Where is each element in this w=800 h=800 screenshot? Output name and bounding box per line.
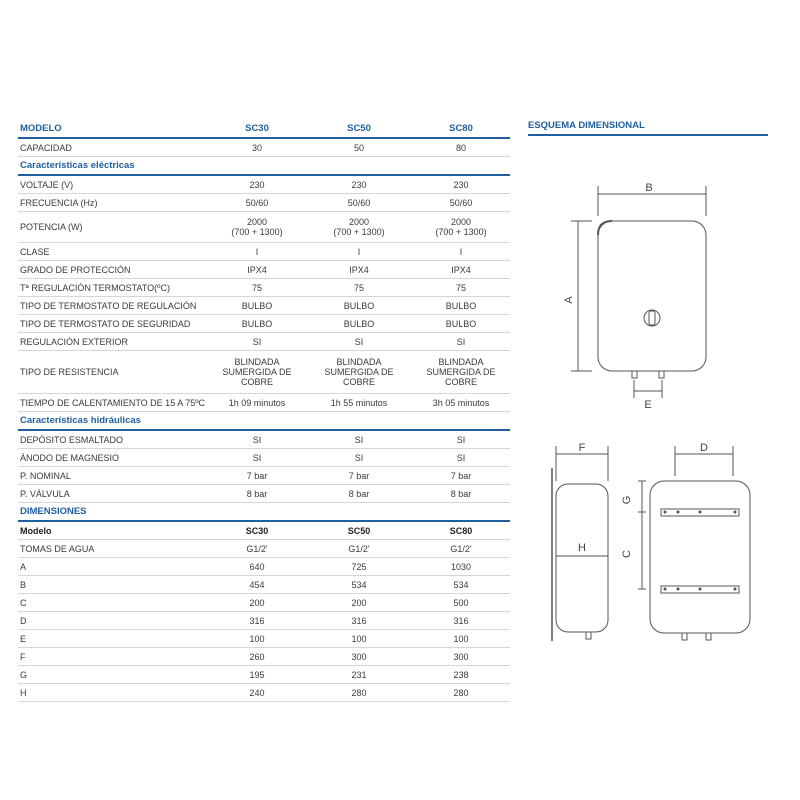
row-value: 50/60 bbox=[347, 197, 371, 208]
row-value: BLINDADA SUMERGIDA DE COBRE bbox=[324, 357, 394, 387]
row-value: 725 bbox=[351, 561, 367, 572]
dimension-row bbox=[18, 666, 510, 684]
row-value: 8 bar bbox=[348, 488, 370, 499]
row-value: SI bbox=[354, 434, 364, 445]
row-label: CLASE bbox=[20, 246, 50, 257]
heater-back-body bbox=[650, 481, 750, 633]
row-value: 100 bbox=[453, 633, 469, 644]
dim-label-b: B bbox=[645, 182, 653, 194]
dim-label-a: A bbox=[563, 296, 575, 304]
row-value: 100 bbox=[249, 633, 265, 644]
row-value: 280 bbox=[453, 687, 469, 698]
dimension-model: SC80 bbox=[449, 525, 473, 536]
model-header-label: MODELO bbox=[20, 123, 62, 134]
dim-label-d: D bbox=[700, 442, 708, 454]
model-sc80: SC80 bbox=[449, 122, 473, 134]
row-value: 316 bbox=[453, 615, 469, 626]
heater-side-body bbox=[556, 484, 608, 632]
section-dimensions-title: DIMENSIONES bbox=[20, 506, 87, 517]
row-value: SI bbox=[354, 452, 364, 463]
spec-table bbox=[18, 120, 510, 702]
section-electrical-title: Características eléctricas bbox=[20, 160, 135, 171]
row-value: 640 bbox=[249, 561, 265, 572]
row-label: E bbox=[20, 633, 27, 644]
row-value: 75 bbox=[455, 282, 466, 293]
dim-label-h: H bbox=[578, 542, 586, 554]
schema-title: ESQUEMA DIMENSIONAL bbox=[528, 120, 768, 136]
row-value: 75 bbox=[353, 282, 364, 293]
row-value: 7 bar bbox=[348, 470, 370, 481]
section-dimensions bbox=[18, 503, 510, 522]
row-value: G1/2' bbox=[348, 543, 370, 554]
row-value: 280 bbox=[351, 687, 367, 698]
row-label: ÁNODO DE MAGNESIO bbox=[20, 452, 120, 463]
row-value: 260 bbox=[249, 651, 265, 662]
hydraulic-row bbox=[18, 449, 510, 467]
dimension-row bbox=[18, 594, 510, 612]
dimension-row bbox=[18, 576, 510, 594]
row-value: 500 bbox=[453, 597, 469, 608]
row-label: TIEMPO DE CALENTAMIENTO DE 15 A 75ºC bbox=[20, 397, 206, 408]
dimension-row bbox=[18, 684, 510, 702]
row-value: 3h 05 minutos bbox=[432, 397, 490, 408]
electrical-row bbox=[18, 333, 510, 351]
electrical-row bbox=[18, 279, 510, 297]
electrical-row bbox=[18, 394, 510, 412]
dimension-model: SC50 bbox=[347, 525, 371, 536]
row-value: SI bbox=[456, 452, 466, 463]
electrical-row bbox=[18, 351, 510, 394]
section-electrical bbox=[18, 157, 510, 176]
row-value: BULBO bbox=[343, 300, 375, 311]
electrical-row bbox=[18, 297, 510, 315]
electrical-row bbox=[18, 243, 510, 261]
row-value: BULBO bbox=[241, 300, 273, 311]
row-value: BLINDADA SUMERGIDA DE COBRE bbox=[222, 357, 292, 387]
row-value: 50/60 bbox=[449, 197, 473, 208]
row-value: SI bbox=[354, 336, 364, 347]
hydraulic-row bbox=[18, 467, 510, 485]
row-value: IPX4 bbox=[247, 264, 267, 275]
row-value: 231 bbox=[351, 669, 367, 680]
dim-label-g: G bbox=[621, 495, 633, 505]
row-value: 238 bbox=[453, 669, 469, 680]
electrical-rows bbox=[18, 176, 510, 412]
row-value: 200 bbox=[249, 597, 265, 608]
row-value: 75 bbox=[251, 282, 262, 293]
row-value: 454 bbox=[249, 579, 265, 590]
row-value: 1030 bbox=[450, 561, 472, 572]
dimension-row bbox=[18, 648, 510, 666]
row-value: 7 bar bbox=[246, 470, 268, 481]
row-label: G bbox=[20, 669, 28, 680]
row-value: SI bbox=[252, 336, 262, 347]
row-value: 2000 (700 + 1300) bbox=[231, 217, 283, 237]
row-label: POTENCIA (W) bbox=[20, 222, 83, 232]
row-value: SI bbox=[456, 434, 466, 445]
row-value: 300 bbox=[453, 651, 469, 662]
row-value: I bbox=[459, 246, 463, 257]
heater-front-body bbox=[598, 221, 706, 371]
row-value: 195 bbox=[249, 669, 265, 680]
row-value: 230 bbox=[351, 179, 367, 190]
row-label: TIPO DE TERMOSTATO DE REGULACIÓN bbox=[20, 300, 197, 311]
row-value: 1h 09 minutos bbox=[228, 397, 286, 408]
row-label: C bbox=[20, 597, 27, 608]
row-value: 50/60 bbox=[245, 197, 269, 208]
row-label: Tª REGULACIÓN TERMOSTATO(ºC) bbox=[20, 282, 170, 293]
dim-label-f: F bbox=[578, 442, 586, 454]
row-label: A bbox=[20, 561, 27, 572]
model-header-row bbox=[18, 120, 510, 139]
dimension-rows bbox=[18, 540, 510, 702]
section-hydraulic-title: Características hidráulicas bbox=[20, 415, 141, 426]
hydraulic-row bbox=[18, 431, 510, 449]
row-value: 316 bbox=[351, 615, 367, 626]
row-value: SI bbox=[456, 336, 466, 347]
dim-label-c: C bbox=[621, 550, 633, 558]
hydraulic-row bbox=[18, 485, 510, 503]
row-value: 240 bbox=[249, 687, 265, 698]
row-value: 534 bbox=[351, 579, 367, 590]
row-value: 316 bbox=[249, 615, 265, 626]
row-label: P. VÁLVULA bbox=[20, 488, 70, 499]
row-value: BULBO bbox=[445, 318, 477, 329]
electrical-row bbox=[18, 261, 510, 279]
row-value: SI bbox=[252, 434, 262, 445]
row-label: DEPÓSITO ESMALTADO bbox=[20, 434, 124, 445]
electrical-row bbox=[18, 212, 510, 243]
row-value: 230 bbox=[453, 179, 469, 190]
dimension-row bbox=[18, 630, 510, 648]
row-value: 230 bbox=[249, 179, 265, 190]
electrical-row bbox=[18, 194, 510, 212]
row-value: 8 bar bbox=[450, 488, 472, 499]
dim-label-e: E bbox=[644, 399, 652, 411]
capacity-value: 80 bbox=[455, 142, 466, 153]
row-value: 2000 (700 + 1300) bbox=[435, 217, 487, 237]
dimension-row bbox=[18, 612, 510, 630]
row-label: TIPO DE TERMOSTATO DE SEGURIDAD bbox=[20, 318, 191, 329]
dimension-header-label: Modelo bbox=[20, 525, 52, 536]
row-label: B bbox=[20, 579, 27, 590]
row-label: P. NOMINAL bbox=[20, 470, 71, 481]
capacity-value: 30 bbox=[251, 142, 262, 153]
row-value: 100 bbox=[351, 633, 367, 644]
electrical-row bbox=[18, 176, 510, 194]
row-label: H bbox=[20, 687, 27, 698]
row-value: 200 bbox=[351, 597, 367, 608]
row-value: G1/2' bbox=[450, 543, 472, 554]
row-value: 2000 (700 + 1300) bbox=[333, 217, 385, 237]
electrical-row bbox=[18, 315, 510, 333]
hydraulic-rows bbox=[18, 431, 510, 503]
row-value: 300 bbox=[351, 651, 367, 662]
dimension-model: SC30 bbox=[245, 525, 269, 536]
row-label: TOMAS DE AGUA bbox=[20, 543, 95, 554]
row-label: GRADO DE PROTECCIÓN bbox=[20, 264, 131, 275]
row-value: IPX4 bbox=[349, 264, 369, 275]
row-value: I bbox=[255, 246, 259, 257]
row-value: IPX4 bbox=[451, 264, 471, 275]
row-value: BLINDADA SUMERGIDA DE COBRE bbox=[426, 357, 496, 387]
capacity-label: CAPACIDAD bbox=[20, 142, 72, 153]
row-value: SI bbox=[252, 452, 262, 463]
capacity-value: 50 bbox=[353, 142, 364, 153]
row-value: 8 bar bbox=[246, 488, 268, 499]
dimension-row bbox=[18, 558, 510, 576]
row-value: I bbox=[357, 246, 361, 257]
capacity-row bbox=[18, 139, 510, 157]
row-label: REGULACIÓN EXTERIOR bbox=[20, 336, 129, 347]
row-label: D bbox=[20, 615, 27, 626]
row-value: BULBO bbox=[343, 318, 375, 329]
model-sc30: SC30 bbox=[245, 122, 269, 134]
dimension-header-row bbox=[18, 522, 510, 540]
dimension-row bbox=[18, 540, 510, 558]
schema-drawing bbox=[528, 136, 768, 656]
dimensional-schema bbox=[528, 120, 768, 656]
row-label: FRECUENCIA (Hz) bbox=[20, 197, 98, 208]
row-label: TIPO DE RESISTENCIA bbox=[20, 367, 119, 377]
row-value: BULBO bbox=[445, 300, 477, 311]
row-label: F bbox=[20, 651, 26, 662]
row-value: G1/2' bbox=[246, 543, 268, 554]
row-value: BULBO bbox=[241, 318, 273, 329]
row-value: 1h 55 minutos bbox=[330, 397, 388, 408]
row-label: VOLTAJE (V) bbox=[20, 179, 74, 190]
row-value: 534 bbox=[453, 579, 469, 590]
row-value: 7 bar bbox=[450, 470, 472, 481]
section-hydraulic bbox=[18, 412, 510, 431]
model-sc50: SC50 bbox=[347, 122, 371, 134]
